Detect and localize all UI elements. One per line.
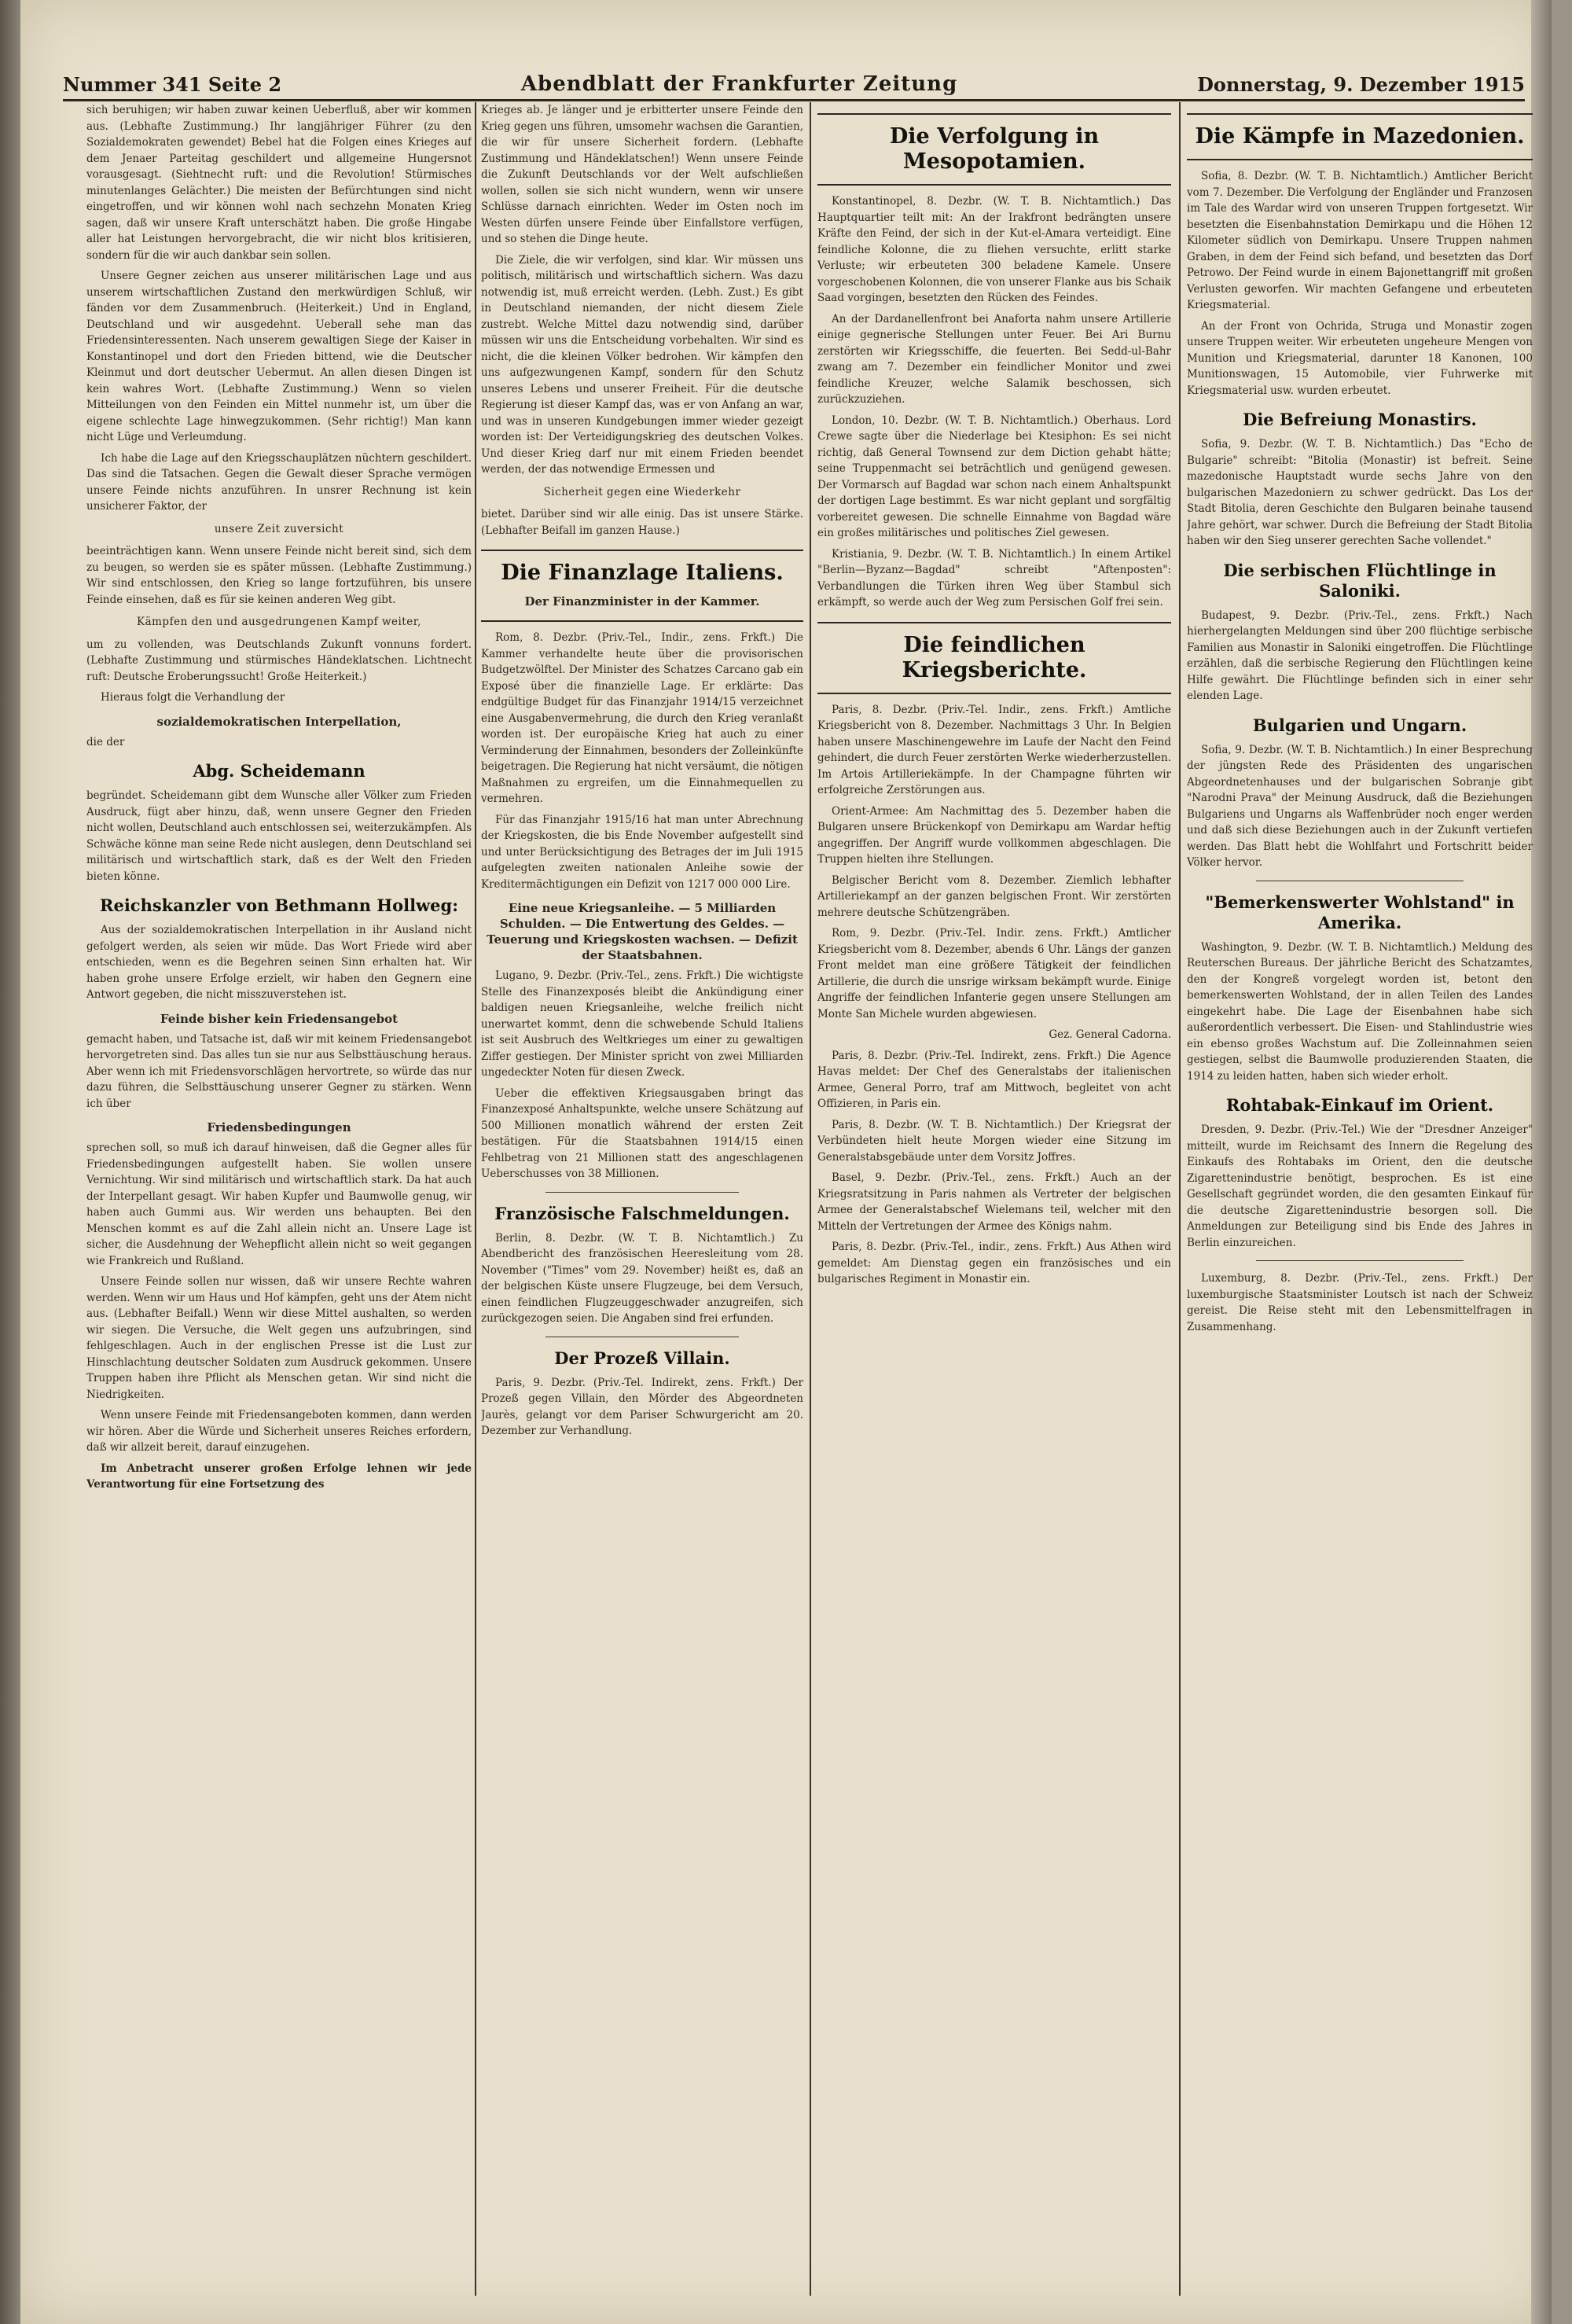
headline: Rohtabak-Einkauf im Orient. [1225, 1095, 1494, 1115]
article-paragraph: Belgischer Bericht vom 8. Dezember. Ziemlich lebhafter Artilleriekampf an der ganzen belgischen Front. Wir zerstörten mehrere deutsche Schützengräben. [817, 873, 1171, 919]
separator [545, 1192, 739, 1193]
headline: Bulgarien und Ungarn. [1252, 715, 1467, 735]
article-paragraph: Rom, 8. Dezbr. (Priv.-Tel., Indir., zens. Frkft.) Die Kammer verhandelte heute über die provisorischen Budgetzwölftel. Der Minister des Schatzes Carcano gab ein Exposé über die finanzielle Lage. Er erklärte: Das endgültige Budget für das Finanzjahr 1914/15 verzeichnet eine Ausgabenvermehrung, die durch den Krieg veranlaßt worden ist. Der europäische Krieg hat auch zu einer Verminderung der Einnahmen, besonders der Zolleinkünfte beigetragen. Die Regierung hat nicht versäumt, die nötigen Maßnahmen zu ergreifen, um die Einnahmequellen zu vermehren. [481, 631, 803, 805]
article-paragraph: Rom, 9. Dezbr. (Priv.-Tel. Indir. zens. Frkft.) Amtlicher Kriegsbericht vom 8. Dezember, abends 6 Uhr. Längs der ganzen Front meldet man eine größere Tätigkeit der feindlichen Artillerie, die durch die unsrige wirksam bekämpft wurde. Einige Angriffe der feindlichen Infanterie gegen unsere Stellungen am Monte San Michele wurden abgewiesen. [817, 927, 1171, 1020]
article-paragraph: Die Ziele, die wir verfolgen, sind klar. Wir müssen uns politisch, militärisch und wirtschaftlich sichern. Was dazu notwendig ist, muß erreicht werden. (Lebh. Zust.) Es gibt in Deutschland niemanden, der nicht diesem Ziele zustrebt. Welche Mittel dazu notwendig sind, darüber müssen wir uns die Entscheidung vorbehalten. Wir sind es nicht, die die kleinen Völker bedrohen. Wir kämpfen den uns aufgezwungenen Kampf, sondern für den Schutz unseres Lebens und unserer Freiheit. Für die deutsche Regierung ist dieser Kampf das, was er von Anfang an war, und was in unseren Kundgebungen immer wieder gezeigt worden ist: Der Verteidigungskrieg des deutschen Volkes. Und dieser Krieg darf nur mit einem Frieden beendet werden, der das notwendige Ermessen und [481, 253, 803, 476]
article-paragraph: Paris, 8. Dezbr. (Priv.-Tel. Indirekt, zens. Frkft.) Die Agence Havas meldet: Der Chef des Generalstabs der italienischen Armee, General Porro, traf am Mittwoch, begleitet von acht Offizieren, in Paris ein. [817, 1049, 1171, 1110]
column-1 [86, 102, 472, 2296]
article-paragraph: bietet. Darüber sind wir alle einig. Das ist unsere Stärke. (Lebhafter Beifall im ganzen Hause.) [481, 508, 803, 537]
subheadline: Der Finanzminister in der Kammer. [524, 594, 760, 609]
article-paragraph: Luxemburg, 8. Dezbr. (Priv.-Tel., zens. Frkft.) Der luxemburgische Staatsminister Loutsch ist nach der Schweiz gereist. Die Reise steht mit den Lebensmittelfragen in Zusammenhang. [1187, 1272, 1533, 1333]
book-spine [0, 0, 20, 2324]
article-paragraph: gemacht haben, und Tatsache ist, daß wir mit keinem Friedensangebot hervorgetreten sind. Das alles tun sie nur aus Selbsttäuschung heraus. Aber wenn ich mit Friedensvorschlägen hervortrete, so würde das nur dazu führen, die Selbsttäuschung unserer Gegner zu stärken. Wenn ich über [86, 1032, 472, 1110]
article-paragraph: sprechen soll, so muß ich darauf hinweisen, daß die Gegner alles für Friedensbedingungen aufgestellt haben. Sie wollen unsere Vernichtung. Wir sind militärisch und wirtschaftlich stark. Da hat auch der Interpellant gesagt. Wir haben Kupfer und Baumwolle genug, wir haben auch Gummi aus. Wir werden uns behaupten. Bei den Menschen kommt es auf die Zahl allein nicht an. Unsere Lage ist sicher, die Ausdehnung der Wehepflicht allein nicht so weit gegangen wie Frankreich und Rußland. [86, 1142, 472, 1267]
headline: Die Verfolgung in Mesopotamien. [889, 124, 1100, 174]
headline-box [817, 113, 1171, 186]
article-paragraph: begründet. Scheidemann gibt dem Wunsche aller Völker zum Frieden Ausdruck, fügt aber hinzu, daß, wenn unsere Gegner den Frieden nicht wollen, Deutschland auch entschlossen sei, weiterzukämpfen. Als Schwäche könne man seine Rede nicht auslegen, denn Deutschland sei militärisch und wirtschaftlich stark, daß es der Welt den Frieden bieten könne. [86, 789, 472, 883]
article-paragraph: Ich habe die Lage auf den Kriegsschauplätzen nüchtern geschildert. Das sind die Tatsachen. Gegen die Gewalt dieser Sprache vermögen unsere Feinde nichts anzuführen. In unsrer Rechnung ist kein unsicherer Faktor, der [86, 451, 472, 513]
subheading: Friedensbedingungen [207, 1120, 351, 1134]
article-paragraph: Paris, 9. Dezbr. (Priv.-Tel. Indirekt, zens. Frkft.) Der Prozeß gegen Villain, den Mörder des Abgeordneten Jaurès, gelangt vor dem Pariser Schwurgericht am 20. Dezember zur Verhandlung. [481, 1376, 803, 1437]
article-paragraph: die der [86, 735, 125, 748]
subheading: sozialdemokratischen Interpellation, [156, 714, 402, 729]
subheading: Eine neue Kriegsanleihe. — 5 Milliarden Schulden. — Die Entwertung des Geldes. — Teuerung und Kriegskosten wachsen. — Defizit der Staatsbahnen. [487, 901, 798, 962]
column-4 [1187, 102, 1533, 2296]
article-paragraph: Im Anbetracht unserer großen Erfolge lehnen wir jede Verantwortung für eine Fortsetzung des [86, 1462, 472, 1491]
article-paragraph: Orient-Armee: Am Nachmittag des 5. Dezember haben die Bulgaren unsere Brückenkopf von Demirkapu am Wardar heftig angegriffen. Der Angriff wurde vollkommen abgeschlagen. Die Truppen hielten ihre Stellungen. [817, 804, 1171, 866]
article-paragraph: Dresden, 9. Dezbr. (Priv.-Tel.) Wie der "Dresdner Anzeiger" mitteilt, wurde im Reichsamt des Innern die Regelung des Einkaufs des Rohtabaks im Orient, den die deutsche Zigarettenindustrie benötigt, besprochen. Es ist eine Gesellschaft gegründet worden, die den gesamten Einkauf für die deutsche Zigarettenindustrie besorgen soll. Die Anmeldungen zur Beteiligung sind bis Ende des Jahres in Berlin einzureichen. [1187, 1123, 1533, 1249]
article-paragraph: Aus der sozialdemokratischen Interpellation in ihr Ausland nicht gefolgert werden, als seien wir müde. Das Wort Friede wird aber entschieden, wenn es die Begehren seinen Sinn erhalten hat. Wir haben grohe unsere Erfolge erzielt, wir haben den Gegnern eine Antwort gegeben, die nicht misszuverstehen ist. [86, 924, 472, 1001]
article-paragraph: Washington, 9. Dezbr. (W. T. B. Nichtamtlich.) Meldung des Reuterschen Bureaus. Der jährliche Bericht des Schatzamtes, den der Kongreß vorgelegt worden ist, betont den bemerkenswerten Wohlstand, der in allen Teilen des Landes eingekehrt habe. Die Lage der Eisenbahnen habe sich außerordentlich verbessert. Die Eisen- und Stahlindustrie wies ein ebenso großes Wachstum auf. Die Zolleinnahmen seien gestiegen, selbst die Baumwolle produzierenden Staaten, die 1914 zu leiden hatten, haben sich wieder erholt. [1187, 940, 1533, 1083]
speaker-heading: Abg. Scheidemann [193, 761, 365, 781]
article-paragraph: sich beruhigen; wir haben zuwar keinen Ueberfluß, aber wir kommen aus. (Lebhafte Zustimmung.) Ihr langjähriger Führer (zu den Sozialdemokraten gewendet) Bebel hat die Folgen eines Krieges auf dem Jenaer Parteitag geschildert und allgemeine Hungersnot vorausgesagt. (Siehtnecht ruft: und die Revolution! Stürmisches minutenlanges Gelächter.) Die meisten der Befürchtungen sind nicht eingetroffen, und wir können wohl nach sechzehn Monaten Krieg sagen, daß wir unsere Kraft unterschätzt haben. Die große Hingabe aller hat Leistungen hervorgebracht, die wir nicht blos kritisieren, sondern für die wir auch dankbar sein sollen. [86, 104, 472, 262]
article-paragraph: Für das Finanzjahr 1915/16 hat man unter Abrechnung der Kriegskosten, die bis Ende November aufgestellt sind und unter Berücksichtigung des Betrages der im Juli 1915 aufgelegten zweiten nationalen Anleihe sowie der Kreditermächtigungen ein Defizit von 1217 000 000 Lire. [481, 813, 803, 891]
article-paragraph: Hieraus folgt die Verhandlung der [101, 691, 285, 704]
column-3 [817, 102, 1171, 2296]
article-paragraph: Wenn unsere Feinde mit Friedensangeboten kommen, dann werden wir hören. Aber die Würde und Sicherheit unseres Reiches erfordern, daß wir allzeit bereit, darauf einzugehen. [86, 1409, 472, 1454]
article-paragraph: Paris, 8. Dezbr. (Priv.-Tel., indir., zens. Frkft.) Aus Athen wird gemeldet: Am Dienstag gegen ein französisches und ein bulgarisches Regiment in Monastir ein. [817, 1241, 1171, 1285]
subheading: unsere Zeit zuversicht [214, 522, 344, 535]
separator [1256, 1260, 1464, 1261]
article-paragraph: Unsere Feinde sollen nur wissen, daß wir unsere Rechte wahren werden. Wenn wir um Haus und Hof kämpfen, geht uns der Atem nicht aus. (Lebhafter Beifall.) Wenn wir diese Mittel aushalten, so werden wir siegen. Die Versuche, die Welt gegen uns aufzubringen, sind fehlgeschlagen. Auch in der englischen Presse ist die Lust zur Hinschlachtung deutscher Soldaten zum Ausdruck gekommen. Unsere Truppen haben ihre Pflicht als Menschen getan. Wir sind nicht die Niedrigkeiten. [86, 1275, 472, 1401]
article-paragraph: London, 10. Dezbr. (W. T. B. Nichtamtlich.) Oberhaus. Lord Crewe sagte über die Niederlage bei Ktesiphon: Es sei nicht richtig, daß General Townsend zur dem Diction gehabt hätte; seine Truppenmacht sei beträchtlich und genügend gewesen. Der Vormarsch auf Bagdad war schon nach einem Anhaltspunkt der dortigen Lage bestimmt. Es war nicht geplant und sorgfältig vorbereitet gewesen. Die schnelle Einnahme von Bagdad wäre ein großes militärisches und politisches Ziel gewesen. [817, 414, 1171, 539]
subheading: Feinde bisher kein Friedensangebot [160, 1011, 399, 1026]
headline: Französische Falschmeldungen. [494, 1203, 790, 1223]
headline-box [1187, 113, 1533, 160]
article-paragraph: Krieges ab. Je länger und je erbitterter unsere Feinde den Krieg gegen uns führen, umsomehr wachsen die Garantien, die wir für unsere Sicherheit fordern. (Lebhafte Zustimmung und Händeklatschen!) Wenn unsere Feinde die Zukunft Deutschlands vor der Welt aufschließen wollen, sollen sie sich nicht wundern, wenn wir unsere Schlüsse darnach einrichten. Weder im Osten noch im Westen dürfen unsere Feinde über Einfallstore verfügen, und so stehen die Dinge heute. [481, 104, 803, 245]
article-paragraph: Ueber die effektiven Kriegsausgaben bringt das Finanzexposé Anhaltspunkte, welche unsere Schätzung auf 500 Millionen monatlich während der ersten Zeit bestätigen. Für die Staatsbahnen 1914/15 einen Fehlbetrag von 21 Millionen statt des angeschlagenen Ueberschusses von 38 Millionen. [481, 1087, 803, 1180]
headline: Die feindlichen Kriegsberichte. [902, 632, 1087, 682]
headline: "Bemerkenswerter Wohlstand" in Amerika. [1205, 892, 1515, 932]
article-paragraph: An der Dardanellenfront bei Anaforta nahm unsere Artillerie einige gegnerische Stellungen unter Feuer. Bei Ari Burnu zerstörten wir Kriegsschiffe, die feuerten. Bei Sedd-ul-Bahr zwang am 7. Dezember ein feindlicher Monitor und zwei feindliche Kreuzer, welche Salamik beschossen, sich zurückzuziehen. [817, 312, 1171, 406]
article-paragraph: Paris, 8. Dezbr. (W. T. B. Nichtamtlich.) Der Kriegsrat der Verbündeten hielt heute Morgen wieder eine Sitzung im Generalstabsgebäude unter dem Vorsitz Joffres. [817, 1118, 1171, 1164]
speaker-heading: Reichskanzler von Bethmann Hollweg: [100, 895, 458, 915]
article-paragraph: Sofia, 9. Dezbr. (W. T. B. Nichtamtlich.) Das "Echo de Bulgarie" schreibt: "Bitolia (Monastir) ist befreit. Seine mazedonische Hauptstadt wurde sechs Jahre von den bulgarischen Mazedoniern zu schwer gedrückt. Das Los der Stadt Bitolia, deren Geschichte den Bulgaren beinahe tausend Jahre gehört, war schwer. Durch die Befreiung der Stadt Bitolia haben wir den Sieg unserer gerechten Sache vollendet." [1187, 438, 1533, 547]
article-paragraph: Budapest, 9. Dezbr. (Priv.-Tel., zens. Frkft.) Nach hierhergelangten Meldungen sind über 200 flüchtige serbische Familien aus Monastir in Saloniki eingetroffen. Die Flüchtlinge erzählen, daß die serbische Regierung den Flüchtlingen keine Hilfe gewährt. Die Flüchtlinge befinden sich in einer sehr elenden Lage. [1187, 609, 1533, 702]
column-2 [481, 102, 803, 2296]
signature: Gez. General Cadorna. [1049, 1028, 1171, 1041]
column-rule-1 [475, 102, 476, 2296]
article-paragraph: Kristiania, 9. Dezbr. (W. T. B. Nichtamtlich.) In einem Artikel "Berlin—Byzanz—Bagdad" schreibt "Aftenposten": Verbandlungen die Türken ihren Weg über Stambul sich erkämpft, so werde auch der Weg zum Persischen Golf frei sein. [817, 547, 1171, 609]
headline: Die Befreiung Monastirs. [1243, 410, 1477, 429]
article-paragraph: beeinträchtigen kann. Wenn unsere Feinde nicht bereit sind, sich dem zu beugen, so werden sie es später müssen. (Lebhafte Zustimmung.) Wir sind entschlossen, den Krieg so lange fortzuführen, bis unsere Feinde einsehen, daß es für sie keinen anderen Weg gibt. [86, 545, 472, 606]
article-paragraph: Unsere Gegner zeichen aus unserer militärischen Lage und aus unserem wirtschaftlichen Zustand den merkwürdigen Schluß, wir fänden vor dem Zusammenbruch. (Heiterkeit.) Und in England, Deutschland und wir ausgedehnt. Ueberall sehe man das Friedensinteressenten. Nach unserem gewaltigen Siege der Kaiser in Konstantinopel und dort den Frieden bittend, wie die Deutscher Kleinmut und dort deutscher Uebermut. An allen diesen Dingen ist kein wahres Wort. (Lebhafte Zustimmung.) Wenn so vielen Mitteilungen von den Feinden ein Mittel nunmehr ist, um über die eigene schlechte Lage hinwegzukommen. (Sehr richtig!) Man kann nicht Lüge und Verleumdung. [86, 270, 472, 443]
article-paragraph: Sofia, 8. Dezbr. (W. T. B. Nichtamtlich.) Amtlicher Bericht vom 7. Dezember. Die Verfolgung der Engländer und Franzosen im Tale des Wardar wird von unseren Truppen fortgesetzt. Wir besetzten die Eisenbahnstation Demirkapu und die Höhen 12 Kilometer südlich von Demirkapu. Unsere Truppen nahmen Graben, in dem der Feind sich befand, und besetzten das Dorf Petrowo. Der Feind wurde in einem Bajonettangriff mit großen Verlusten geworfen. Wir machten Gefangene und erbeuteten Kriegsmaterial. [1187, 170, 1533, 311]
article-paragraph: um zu vollenden, was Deutschlands Zukunft vonnuns fordert. (Lebhafte Zustimmung und stürmisches Händeklatschen. Lichtnecht ruft: Deutsche Eroberungssucht! Große Heiterkeit.) [86, 638, 472, 683]
subheading: Sicherheit gegen eine Wiederkehr [543, 485, 741, 498]
column-rule-3 [1179, 102, 1181, 2296]
article-paragraph: Paris, 8. Dezbr. (Priv.-Tel. Indir., zens. Frkft.) Amtliche Kriegsbericht von 8. Dezember. Nachmittags 3 Uhr. In Belgien haben unsere Maschinengewehre im Laufe der Nacht den Feind gehindert, die durch Feuer zerstörten Werke wiederherzustellen. Im Artois Artilleriekämpfe. In der Champagne führten wir erfolgreiche Zerstörungen aus. [817, 703, 1171, 796]
subheading: Kämpfen den und ausgedrungenen Kampf weiter, [137, 616, 421, 628]
headline-box [481, 550, 803, 622]
headline-box [817, 622, 1171, 694]
issue-date: Donnerstag, 9. Dezember 1915 [1197, 73, 1525, 96]
article-paragraph: Basel, 9. Dezbr. (Priv.-Tel., zens. Frkft.) Auch an der Kriegsratsitzung in Paris nahmen als Vertreter der belgischen Armee der Generalstabschef Wielemans teil, welcher mit den Mitteln der Vertretungen der Armee des Königs nahm. [817, 1171, 1171, 1233]
masthead [63, 64, 1525, 101]
headline: Die Kämpfe in Mazedonien. [1195, 124, 1525, 149]
article-paragraph: Lugano, 9. Dezbr. (Priv.-Tel., zens. Frkft.) Die wichtigste Stelle des Finanzexposés bleibt die Ankündigung einer baldigen neuen Kriegsanleihe, welche freilich nicht unerwartet kommt, denn die schwebende Schuld Italiens ist seit Ausbruch des Weltkrieges um einer zu gewaltigen Ziffer gestiegen. Der Minister spricht von zwei Milliarden ungedeckter Noten für diesen Zweck. [481, 969, 803, 1079]
article-paragraph: Konstantinopel, 8. Dezbr. (W. T. B. Nichtamtlich.) Das Hauptquartier teilt mit: An der Irakfront bedrängten unsere Kräfte den Feind, der sich in der Kut-el-Amara verteidigt. Eine feindliche Kolonne, die zu fliehen versuchte, erlitt starke Verluste; wir erbeuteten 300 beladene Kamele. Unsere vorgeschobenen Kolonnen, die von unserer Flanke aus bis Schaik Saad vorgingen, besetzten den Rücken des Feindes. [817, 195, 1171, 304]
page-edge [1531, 0, 1552, 2324]
headline: Der Prozeß Villain. [554, 1348, 730, 1368]
column-rule-2 [810, 102, 811, 2296]
headline: Die serbischen Flüchtlinge in Saloniki. [1223, 560, 1497, 601]
headline: Die Finanzlage Italiens. [501, 561, 784, 585]
article-paragraph: Berlin, 8. Dezbr. (W. T. B. Nichtamtlich.) Zu Abendbericht des französischen Heeresleitung vom 28. November ("Times" vom 29. November) heißt es, daß an der belgischen Küste unsere Flugzeuge, bei dem Versuch, einen feindlichen Flugzeuggeschwader anzugreifen, sich zurückgezogen seien. Die Angaben sind frei erfunden. [481, 1231, 803, 1325]
article-paragraph: An der Front von Ochrida, Struga und Monastir zogen unsere Truppen weiter. Wir erbeuteten ungeheure Mengen von Munition und Kriegsmaterial, darunter 18 Kanonen, 100 Munitionswagen, 15 Automobile, vier Fuhrwerke mit Kriegsmaterial usw. wurden erbeutet. [1187, 319, 1533, 397]
paper-title: Abendblatt der Frankfurter Zeitung [520, 72, 958, 96]
issue-number: Nummer 341 Seite 2 [63, 73, 282, 96]
article-paragraph: Sofia, 9. Dezbr. (W. T. B. Nichtamtlich.) In einer Besprechung der jüngsten Rede des Präsidenten des ungarischen Abgeordnetenhauses und der bulgarischen Sobranje gibt "Narodni Prava" der Meinung Ausdruck, daß die Beziehungen Bulgariens und Ungarns als Waffenbrüder noch enger werden und daß sich diese Beziehungen auch in der Zukunft vertiefen werden. Das Blatt hebt die Wohlfahrt und Fortschritt beider Völker hervor. [1187, 743, 1533, 869]
